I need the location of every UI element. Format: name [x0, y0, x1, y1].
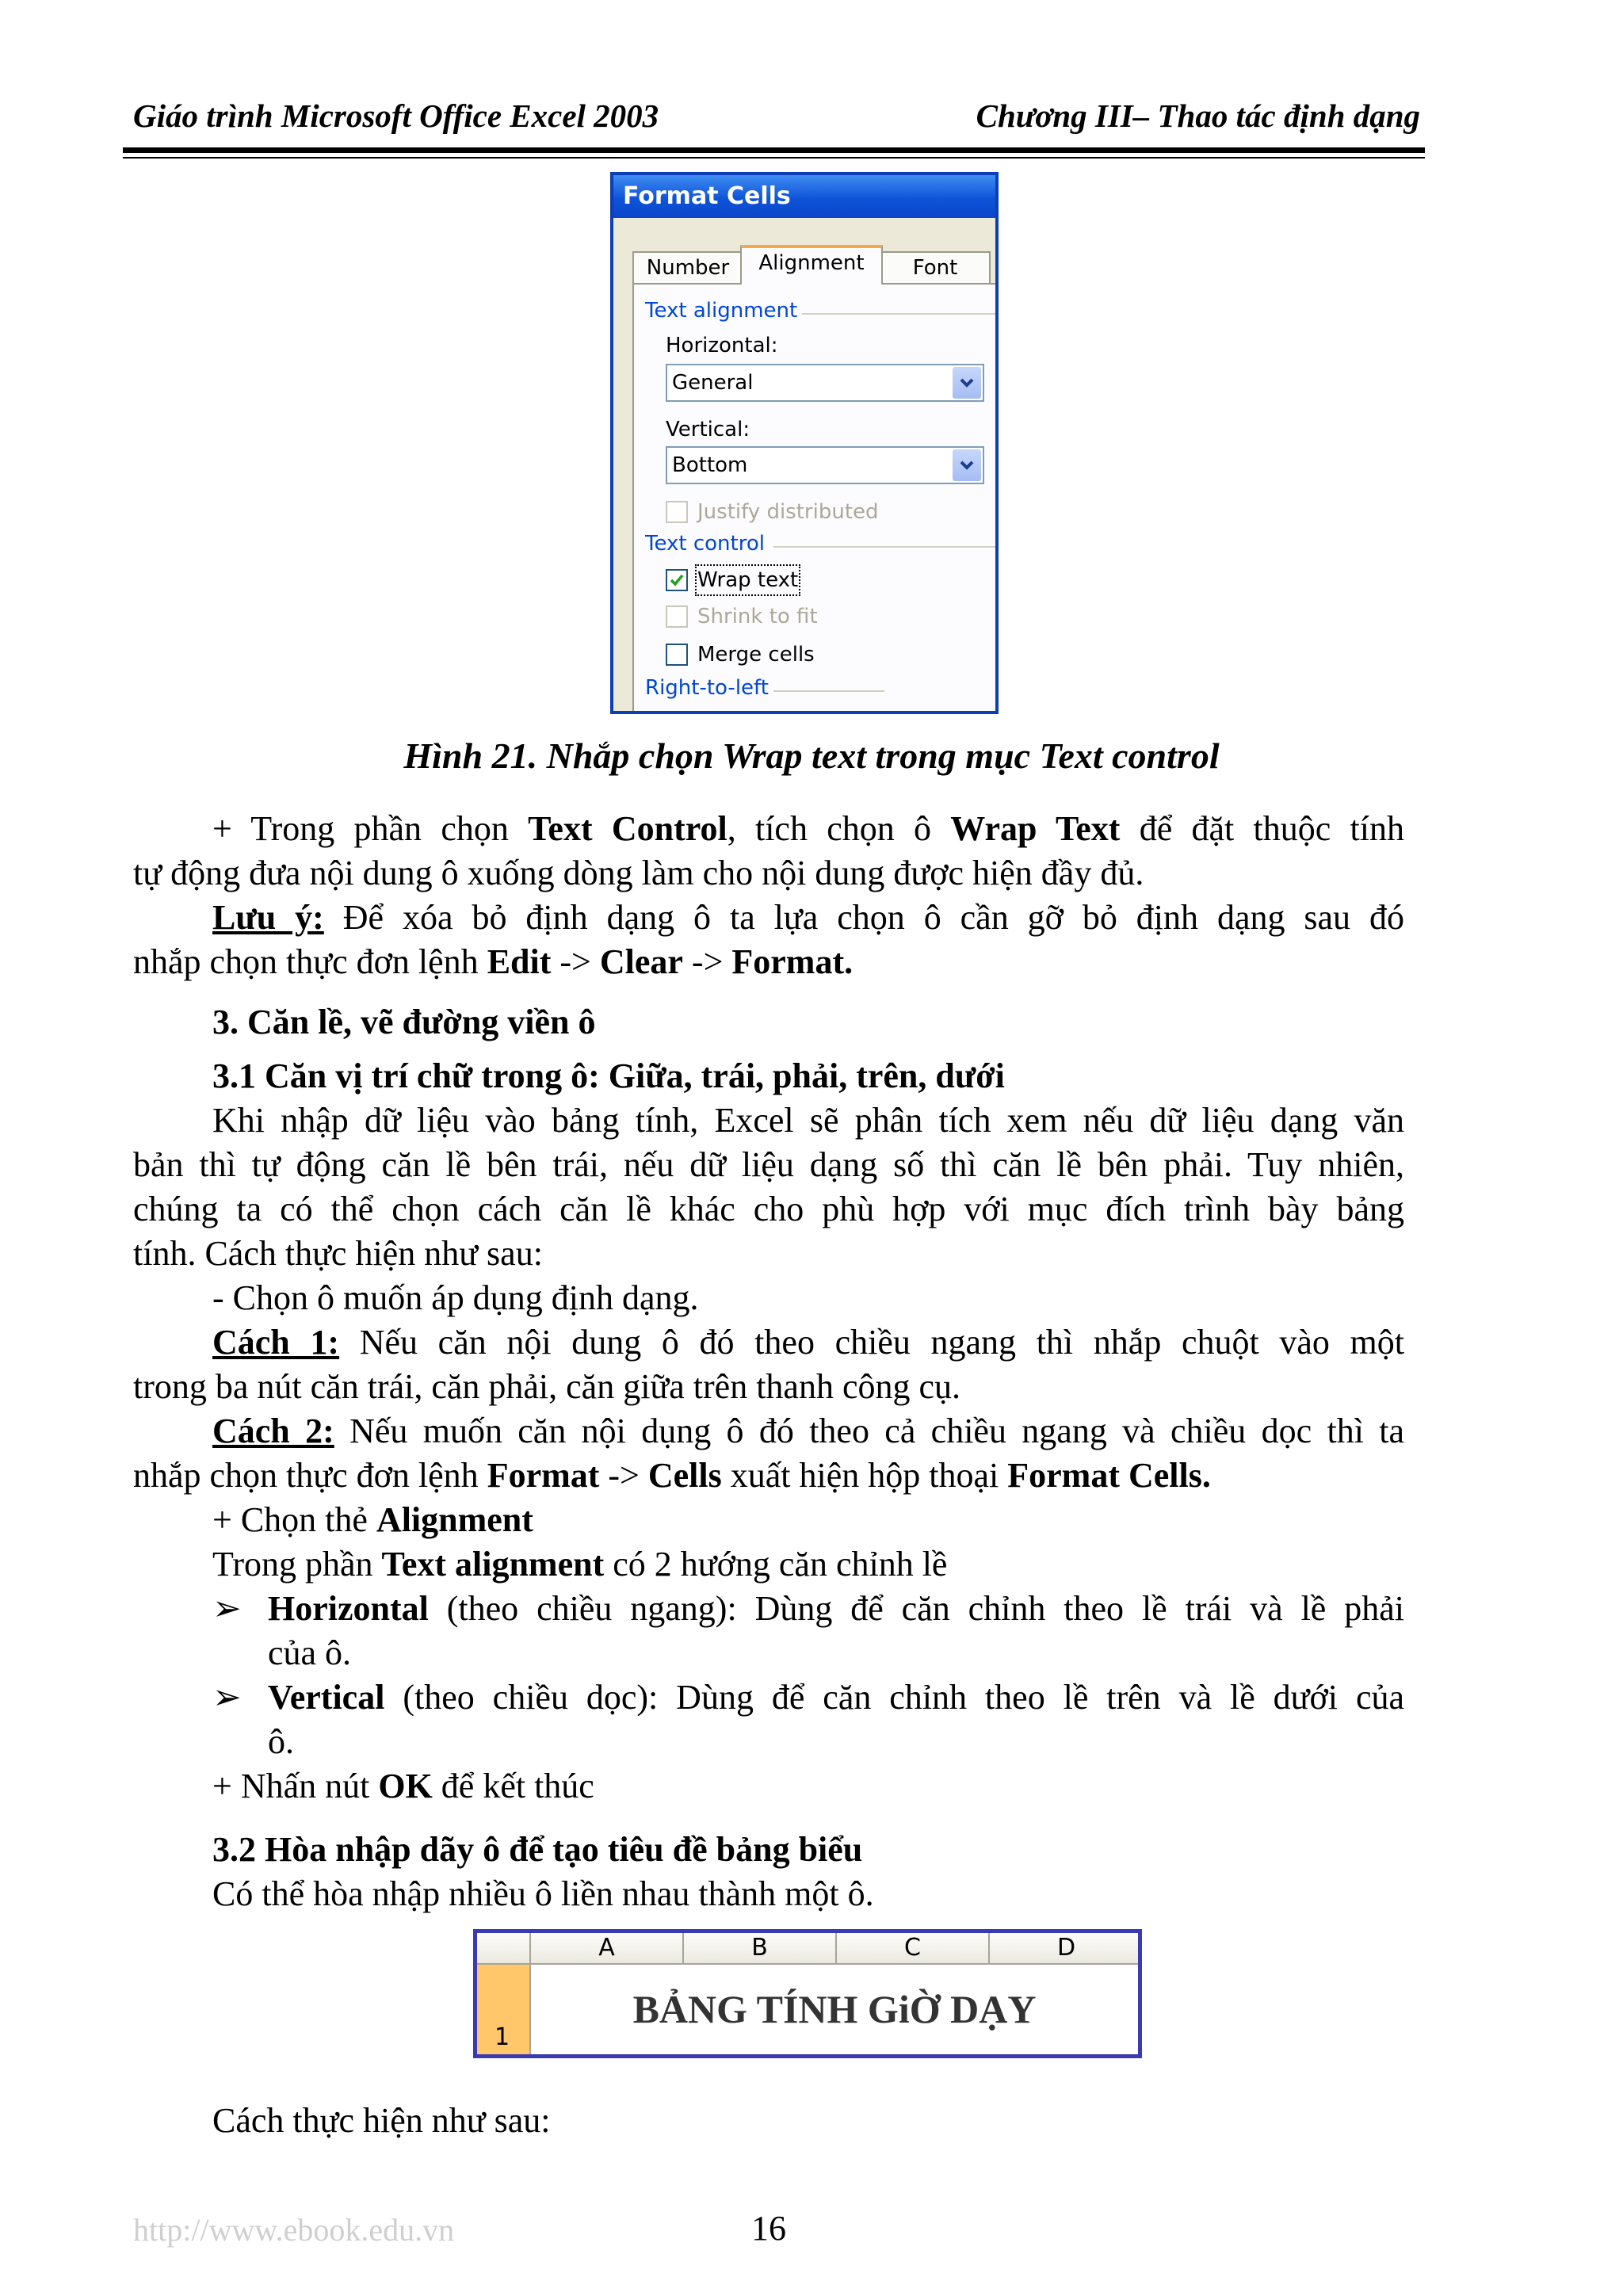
shrink-to-fit-label: Shrink to fit [697, 605, 818, 628]
horizontal-select[interactable] [666, 364, 984, 402]
paragraph: + Nhấn nút OK để kết thúc [212, 1767, 594, 1805]
method-2-paragraph: Cách 2: Nếu muốn căn nội dụng ô đó theo cả chiều ngang và chiều dọc thì ta [212, 1412, 1404, 1450]
horizontal-label: Horizontal: [666, 334, 778, 357]
paragraph: Có thể hòa nhập nhiều ô liền nhau thành một ô. [212, 1874, 874, 1913]
justify-distributed-label: Justify distributed [697, 500, 879, 524]
note-label: Lưu ý: [212, 898, 324, 937]
checkbox-box [666, 501, 688, 523]
wrap-text-label: Wrap text [697, 568, 799, 592]
paragraph: Horizontal (theo chiều ngang): Dùng để căn chỉnh theo lề trái và lề phải [268, 1589, 1404, 1628]
page-number: 16 [751, 2209, 786, 2248]
vertical-label: Vertical: [666, 418, 750, 441]
group-divider [773, 546, 999, 548]
paragraph: + Trong phần chọn Text Control, tích chọn ô Wrap Text để đặt thuộc tính [212, 809, 1404, 848]
chevron-down-icon[interactable] [953, 449, 981, 481]
body-text-block [133, 807, 1404, 984]
column-header-d[interactable]: D [990, 1933, 1142, 1965]
checkbox-box [666, 644, 688, 666]
tab-alignment[interactable]: Alignment [740, 245, 883, 285]
paragraph: bản thì tự động căn lề bên trái, nếu dữ liệu dạng số thì căn lề bên phải. Tuy nhiên, [133, 1145, 1404, 1184]
header-chapter-title: Chương III– Thao tác định dạng [976, 97, 1420, 134]
subsection-heading: 3.1 Căn vị trí chữ trong ô: Giữa, trái, phải, trên, dưới [212, 1056, 1005, 1095]
paragraph: ô. [268, 1722, 294, 1761]
tab-font[interactable]: Font [880, 251, 991, 283]
header-rule-thin [123, 157, 1425, 159]
merged-cells-example [473, 1929, 1142, 2058]
vertical-select-value: Bottom [672, 453, 748, 477]
dialog-title: Format Cells [613, 175, 995, 218]
paragraph: tự động đưa nội dung ô xuống dòng làm cho nội dung được hiện đầy đủ. [133, 854, 1144, 892]
paragraph: tính. Cách thực hiện như sau: [133, 1234, 543, 1273]
note-paragraph: Lưu ý: Để xóa bỏ định dạng ô ta lựa chọn ô cần gỡ bỏ định dạng sau đó [212, 898, 1405, 937]
checkbox-box [666, 606, 688, 628]
footer-url: http://www.ebook.edu.vn [133, 2212, 455, 2248]
header-rule [123, 147, 1425, 153]
body-text-block [133, 2099, 1404, 2143]
paragraph: của ô. [268, 1633, 352, 1672]
vertical-select[interactable] [666, 446, 984, 484]
paragraph: chúng ta có thể chọn cách căn lề khác cho phù hợp với mục đích trình bày bảng [133, 1190, 1404, 1228]
text-control-group-label: Text control [645, 532, 765, 556]
arrow-bullet-icon: ➢ [212, 1678, 242, 1717]
horizontal-select-value: General [672, 371, 754, 395]
merge-cells-label: Merge cells [697, 643, 815, 667]
method-1-paragraph: Cách 1: Nếu căn nội dung ô đó theo chiều ngang thì nhắp chuột vào một [212, 1323, 1404, 1362]
dialog-tabs [632, 245, 995, 283]
alignment-tab-panel [632, 283, 999, 714]
paragraph: Trong phần Text alignment có 2 hướng căn chỉnh lề [212, 1545, 948, 1584]
method-2-label: Cách 2: [212, 1412, 334, 1450]
arrow-bullet-icon: ➢ [212, 1589, 242, 1628]
tab-number[interactable]: Number [632, 251, 743, 283]
format-cells-dialog [610, 172, 999, 714]
paragraph: Cách thực hiện như sau: [212, 2101, 551, 2140]
body-text-block [133, 1000, 1404, 1045]
paragraph: Vertical (theo chiều dọc): Dùng để căn chỉnh theo lề trên và lề dưới của [268, 1678, 1404, 1717]
paragraph: nhắp chọn thực đơn lệnh Edit -> Clear -> Format. [133, 942, 854, 981]
column-header-c[interactable]: C [837, 1933, 990, 1965]
paragraph: Khi nhập dữ liệu vào bảng tính, Excel sẽ phân tích xem nếu dữ liệu dạng văn [212, 1101, 1404, 1140]
figure-caption: Hình 21. Nhắp chọn Wrap text trong mục Text control [403, 735, 1220, 776]
column-header-a[interactable]: A [531, 1933, 684, 1965]
text-alignment-group-label: Text alignment [645, 299, 798, 323]
bullet-item [133, 1675, 1404, 1764]
page-header [133, 95, 1420, 136]
header-book-title: Giáo trình Microsoft Office Excel 2003 [133, 97, 659, 134]
body-text-block [133, 1054, 1404, 1809]
body-text-block [133, 1828, 1404, 1916]
section-heading: 3. Căn lề, vẽ đường viền ô [212, 1003, 596, 1041]
merged-title-cell[interactable]: BẢNG TÍNH GiỜ DẠY [632, 1987, 1037, 2031]
method-1-label: Cách 1: [212, 1323, 340, 1362]
bullet-item [133, 1587, 1404, 1675]
group-divider [773, 690, 884, 692]
paragraph: nhắp chọn thực đơn lệnh Format -> Cells xuất hiện hộp thoại Format Cells. [133, 1456, 1211, 1495]
checkbox-box [666, 569, 688, 591]
row-header-1[interactable]: 1 [477, 1965, 531, 2054]
select-all-corner[interactable] [477, 1933, 531, 1965]
right-to-left-group-label: Right-to-left [645, 676, 769, 700]
subsection-heading: 3.2 Hòa nhập dãy ô để tạo tiêu đề bảng biểu [212, 1830, 863, 1869]
paragraph: + Chọn thẻ Alignment [212, 1500, 533, 1539]
group-divider [802, 313, 999, 315]
paragraph: - Chọn ô muốn áp dụng định dạng. [212, 1278, 699, 1317]
checkmark-icon [669, 572, 685, 588]
column-header-b[interactable]: B [684, 1933, 837, 1965]
paragraph: trong ba nút căn trái, căn phải, căn giữa trên thanh công cụ. [133, 1367, 961, 1406]
chevron-down-icon[interactable] [953, 367, 981, 399]
